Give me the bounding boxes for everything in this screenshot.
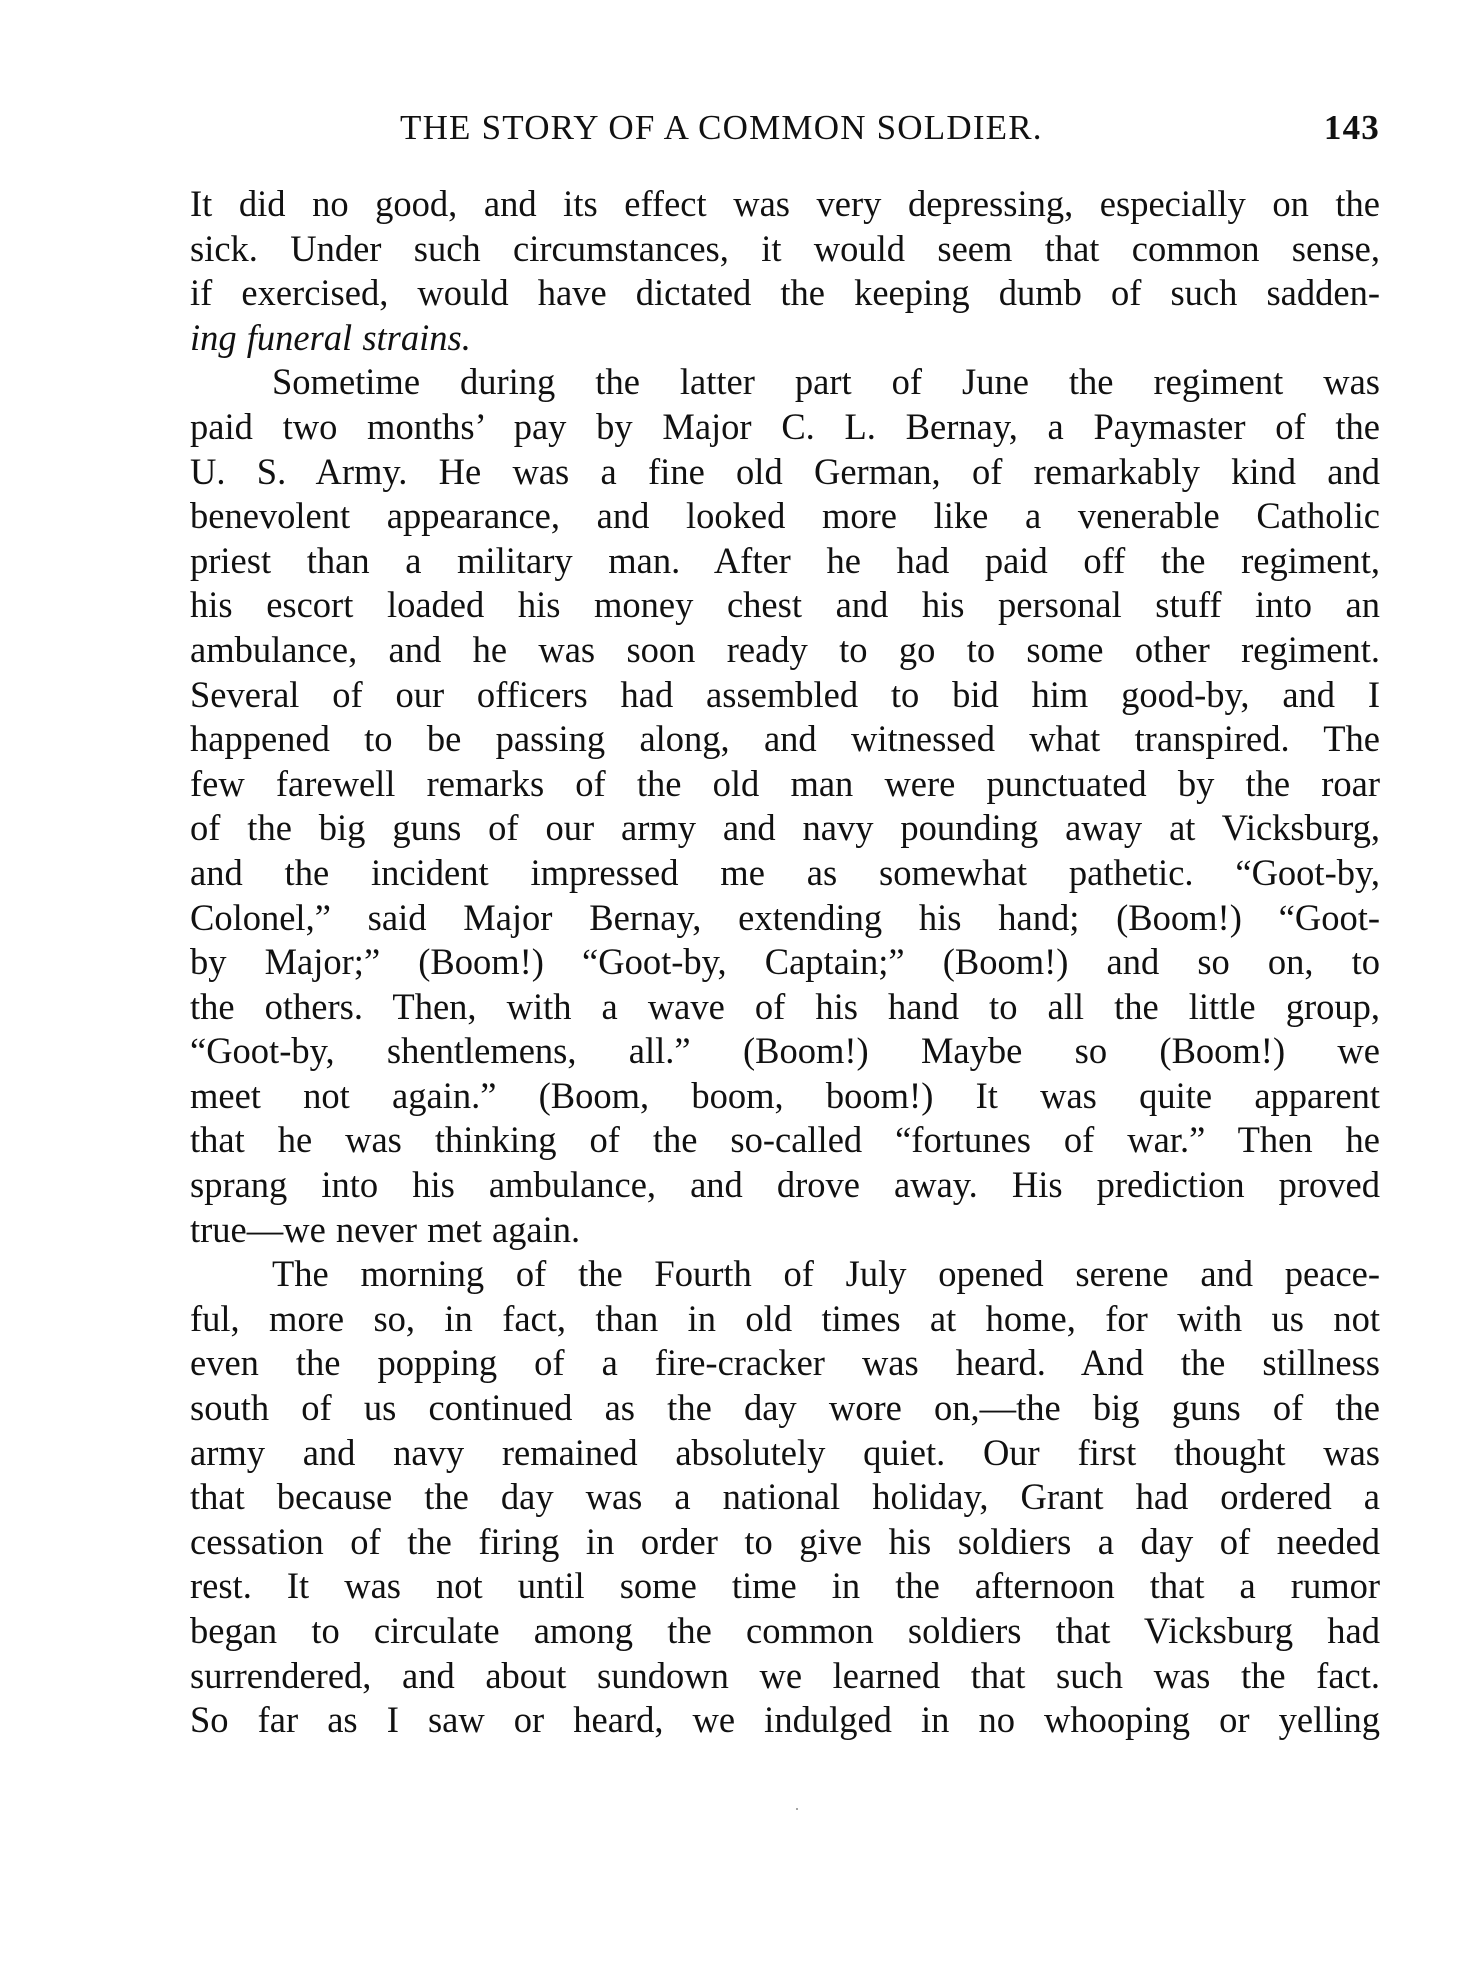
text-line: ing funeral strains. (190, 316, 471, 358)
text-line: benevolent appearance, and looked more like a venerable Catholic (190, 495, 1380, 537)
text-line: true—we never met again. (190, 1208, 581, 1250)
text-line: and the incident impressed me as somewhat pathetic. “Goot-by, (190, 851, 1380, 893)
text-line: began to circulate among the common soldiers that Vicksburg had (190, 1610, 1380, 1651)
text-line: So far as I saw or heard, we indulged in no whooping or yelling (190, 1699, 1380, 1741)
text-line: few farewell remarks of the old man were punctuated by the roar (190, 762, 1380, 804)
text-line: It did no good, and its effect was very depressing, especially on the (190, 183, 1380, 224)
text-line: surrendered, and about sundown we learned that such was the fact. (190, 1654, 1380, 1696)
text-line: if exercised, would have dictated the keeping dumb of such sadden- (190, 272, 1380, 314)
text-line: paid two months’ pay by Major C. L. Bernay, a Paymaster of the (190, 405, 1380, 447)
paragraph-first-line: Sometime during the latter part of June the regiment was (272, 361, 1380, 403)
text-line: ful, more so, in fact, than in old times at home, for with us not (190, 1297, 1380, 1339)
text-line: sprang into his ambulance, and drove away. His prediction proved (190, 1164, 1380, 1206)
text-line: the others. Then, with a wave of his hand to all the little group, (190, 985, 1380, 1027)
paragraph-first-line: The morning of the Fourth of July opened serene and peace- (272, 1253, 1380, 1295)
text-line: Several of our officers had assembled to bid him good-by, and I (190, 673, 1380, 715)
body-text (190, 182, 1380, 1743)
text-line: his escort loaded his money chest and his personal stuff into an (190, 584, 1380, 626)
text-line: rest. It was not until some time in the afternoon that a rumor (190, 1565, 1380, 1607)
text-line: that because the day was a national holiday, Grant had ordered a (190, 1476, 1380, 1518)
text-line: U. S. Army. He was a fine old German, of remarkably kind and (190, 450, 1380, 492)
page-number: 143 (1323, 108, 1380, 147)
text-line: “Goot-by, shentlemens, all.” (Boom!) Maybe so (Boom!) we (190, 1030, 1380, 1072)
text-line: army and navy remained absolutely quiet. Our first thought was (190, 1431, 1380, 1473)
text-line: that he was thinking of the so-called “fortunes of war.” Then he (190, 1119, 1380, 1161)
text-line: sick. Under such circumstances, it would seem that common sense, (190, 227, 1380, 269)
text-line: even the popping of a fire-cracker was heard. And the stillness (190, 1342, 1380, 1384)
running-head (190, 108, 1380, 156)
text-line: by Major;” (Boom!) “Goot-by, Captain;” (Boom!) and so on, to (190, 941, 1380, 983)
text-line: happened to be passing along, and witnessed what transpired. The (190, 718, 1380, 760)
text-line: south of us continued as the day wore on,—the big guns of the (190, 1387, 1380, 1429)
text-line: of the big guns of our army and navy pounding away at Vicksburg, (190, 807, 1380, 849)
text-line: Colonel,” said Major Bernay, extending his hand; (Boom!) “Goot- (190, 896, 1380, 938)
text-line: priest than a military man. After he had paid off the regiment, (190, 539, 1380, 581)
text-line: cessation of the firing in order to give his soldiers a day of needed (190, 1520, 1380, 1562)
text-line: meet not again.” (Boom, boom, boom!) It was quite apparent (190, 1074, 1380, 1116)
print-speck (796, 1808, 798, 1810)
running-title: THE STORY OF A COMMON SOLDIER. (400, 108, 1043, 147)
text-line: ambulance, and he was soon ready to go to some other regiment. (190, 628, 1380, 670)
